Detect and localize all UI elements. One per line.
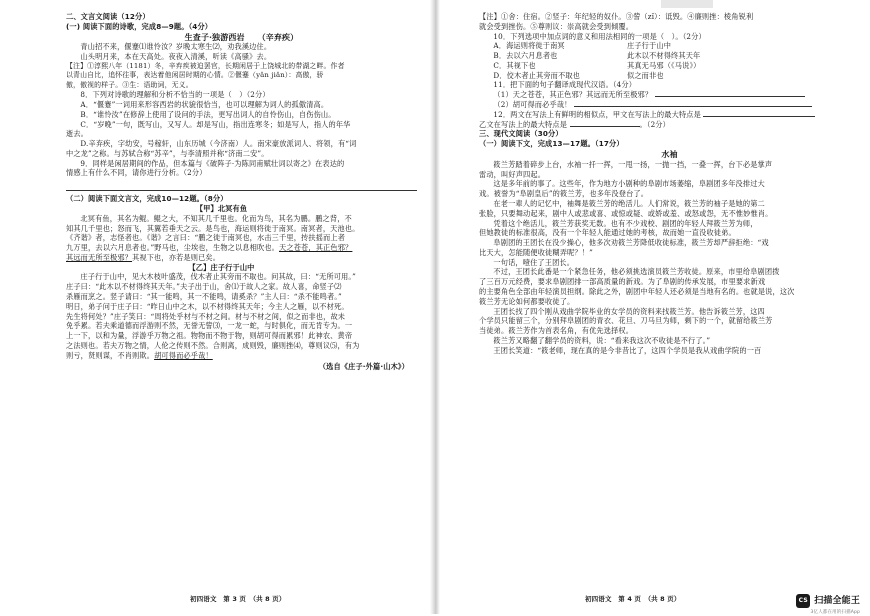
note-line: 就会受到挫伤。⑤尊则议：崇高就会受到倾覆。 <box>479 21 634 31</box>
poem-line: 青山招不来，偃蹇⑴谁怜汝？岁晚太寒生⑵，劝我溪边住。 <box>80 42 272 52</box>
q8-option-c-wrap: 逝去。 <box>66 129 89 139</box>
story-line: 的主要角色全部由年轻演员担纲。除此之外，剧团中年轻人还必须是当地有名的。也就是说，这次 <box>479 286 795 296</box>
poem-line: 山头明月来，本在天高处。夜夜入清溪，听读《高骚》去。 <box>80 52 272 62</box>
q10-option-right: 其真无马邪（《马说》） <box>627 60 701 70</box>
poem-title-line <box>66 32 417 43</box>
passage-a-line: 知其几千里也；怒而飞，其翼若垂天之云。是鸟也，海运则将徙于南冥。南冥者，天池也。 <box>66 223 360 233</box>
answer-blank[interactable] <box>655 90 805 97</box>
camscanner-tagline: 3亿人都在用的扫描App <box>810 610 860 615</box>
passage-b-text: 则亏，贤则谋，不肖则欺。 <box>66 350 155 360</box>
passage-b-source: （选自《庄子·外篇·山木》） <box>318 362 409 372</box>
note-line: 【注】①舍：住宿。②竖子：年纪轻的奴仆。③訾（zǐ）：诋毁。④廉则挫：棱角锐利 <box>479 12 754 21</box>
q10-option-row <box>479 61 860 71</box>
story-line: 阜剧团的王团长在没少操心，他多次劝筱兰芳降低收徒标准，筱兰芳却严辞拒绝：“戏 <box>493 238 769 248</box>
question-8: 8．下列对诗歌的理解和分析不恰当的一项是（ ）（2分） <box>80 90 270 100</box>
passage-a-title: 【甲】北冥有鱼 <box>195 203 248 213</box>
answer-blank[interactable] <box>703 110 815 117</box>
passage-a-text: 九万里，去以六月息者也。”野马也，尘埃也，生物之以息相吹也。 <box>66 243 280 253</box>
camscanner-logo-icon: CS <box>796 594 810 608</box>
question-12-wrap <box>479 120 860 130</box>
q10-option-row <box>479 71 860 81</box>
passage-b-line: 庄子曰：“此木以不材得终其天年。”夫子出于山，舍⑴于故人之家。故人喜，命竖子⑵ <box>66 282 342 292</box>
note-line: 【注】①淳熙八年（1181）冬，辛弃疾被迫罢官，长期闲居于上饶城北的带湖之畔。作者 <box>66 62 345 70</box>
story-line: 当徒弟。筱兰芳作为首表名角，有优先选择权。 <box>479 326 634 336</box>
story-title: 水袖 <box>661 148 678 159</box>
story-line: 筱兰芳无论如何都要收徒了。 <box>479 296 575 306</box>
q10-option-left: B．去以六月息者也 <box>493 51 558 61</box>
q8-option-a: A．“偃蹇”一词用来形容西岩的状貌很恰当，也可以理解为词人的孤傲清高。 <box>80 99 329 109</box>
q10-option-right: 此木以不材得终其天年 <box>627 51 701 61</box>
section-title: 二、文言文阅读（12分） <box>66 12 150 21</box>
passage-b-line <box>66 351 417 361</box>
passage-a-text: 其视下也，亦若是则已矣。 <box>132 252 221 262</box>
story-line: 个学员只能留三个，分别拜阜剧团的青衣、花旦、刀马旦为师，剩下的一个，就留给筱兰芳 <box>479 316 773 326</box>
passage-a-line <box>66 253 417 263</box>
passage-b-title: 【乙】庄子行于山中 <box>188 262 255 272</box>
story-line: 但她教徒的标准很高，没有一个年轻人能通过她的考核，故而她一直没收徒弟。 <box>479 228 736 238</box>
passage-b-line: 免乎累。若夫乘道德而浮游则不然，无誉无訾⑶，一龙一蛇，与时俱化，而无肯专为。一 <box>66 321 353 331</box>
poem-question-heading: (一) 阅读下面的诗歌，完成8—9题。（4分） <box>66 21 213 31</box>
question-9-wrap: 情感上有什么不同，请你进行分析。（2分） <box>66 168 207 178</box>
note-line: 以青山自比，追怀往事，表达着他闲居时期的心情。②偃蹇（yǎn jiǎn）：高傲，骄 <box>66 71 324 80</box>
answer-blank[interactable] <box>574 100 812 107</box>
q11-item-text: （2）胡可得而必乎哉！ <box>493 100 572 110</box>
exam-page-3 <box>0 0 435 614</box>
passage-a-line: 北冥有鱼，其名为鲲。鲲之大，不知其几千里也。化而为鸟，其名为鹏。鹏之背，不 <box>80 213 352 223</box>
q12-text: 12．两文在写法上有鲜明的相似点，甲文在写法上的最大特点是 <box>493 109 701 119</box>
q8-option-b: B．“谁怜汝”在修辞上使用了设问的手法，更写出词人的自怜伤山，自伤伤山。 <box>80 109 336 119</box>
question-10: 10．下列选项中加点词的意义和用法相同的一项是（ ）。（2分） <box>493 31 706 41</box>
q10-option-left: A．海运则将徙于南冥 <box>493 41 565 51</box>
q11-item <box>479 90 860 100</box>
underlined-sentence: 其远而无所至极邪？ <box>66 252 133 262</box>
classical-question-heading: （二）阅读下面文言文，完成10—12题。（8分） <box>66 194 228 204</box>
note-line: 傲，傲视的样子。③生：语助词，无义。 <box>66 80 193 89</box>
underlined-sentence: 胡可得而必乎哉！ <box>154 350 213 360</box>
q11-item-text: （1）天之苍苍，其正色邪？其远而无所至极邪？ <box>493 90 653 100</box>
passage-a-line: 《齐谐》者，志怪者也。《谐》之言曰：“鹏之徙于南冥也，水击三千里，抟扶摇而上者 <box>66 233 346 243</box>
header-seal-smudge <box>661 0 713 8</box>
q10-option-right: 庄子行于山中 <box>627 41 672 51</box>
poem-author: （辛弃疾） <box>257 31 299 42</box>
answer-blank[interactable] <box>570 120 640 127</box>
q8-option-c: C．“岁晚”一句，既写山，又写人。却是写山，指出连寒冬；如是写人，指人的年华 <box>80 119 351 129</box>
q8-option-d-wrap: 中之龙”之称。与苏轼合称“苏辛”，与李清照并称“济南二安”。 <box>66 148 269 158</box>
poem-notes <box>66 62 417 90</box>
story-line: 戏。被誉为“阜剧皇后”的筱兰芳，也多年没登台了。 <box>479 189 649 199</box>
q12-score: 。（2分） <box>639 119 670 129</box>
q12-text: 乙文在写法上的最大特点是 <box>479 119 568 129</box>
passage-b-line: 明日，弟子问于庄子曰：“昨日山中之木，以不材得终其天年；今主人之雁，以不材死。 <box>66 301 349 311</box>
camscanner-name: 扫描全能王 <box>814 595 860 606</box>
exam-page-4 <box>435 0 870 614</box>
story-line: 一句话，噎住了王团长。 <box>493 257 575 267</box>
story-line: 凭着这个绝活儿，筱兰芳获奖无数。也有不少戏校、剧团的年轻人拜筱兰芳为师， <box>493 218 758 228</box>
story-line: 不过，王团长此番是一个紧急任务，他必须挑选演员筱兰芳收徒。原来，市里给阜剧团拨 <box>493 267 780 277</box>
passage-a-line <box>66 243 417 253</box>
q10-option-row <box>479 51 860 61</box>
passage-b-line: 上一下，以和为量，浮游乎万物之祖。物物而不物于物，则胡可得而累邪！此神农、黄帝 <box>66 331 353 341</box>
story-line: 在老一辈人的记忆中，袖舞是筱兰芳的绝活儿。人们常说，筱兰芳的袖子是她的第二 <box>493 198 765 208</box>
page-footer: 初四语文 第 4 页 （共 8 页） <box>585 595 681 604</box>
q8-option-d: D.辛弃疾，字幼安，号稼轩，山东历城（今济南）人。南宋豪放派词人、将领，有“词 <box>80 139 357 149</box>
story-line: 张脸，只要舞动起来，剧中人或悲或喜、或惊或疑、或娇或羞、或怒或怨，无不惟妙惟肖。 <box>479 208 773 218</box>
passage-b-line: 之法则也。若夫万物之情，人伦之传则不然。合则离，成则毁，廉则挫⑷，尊则议⑸，有为 <box>66 340 360 350</box>
story-line: 筱兰芳踏着碎步上台，水袖一扦一挥，一甩一扬，一抛一挡，一叠一挥，台下必是掌声 <box>493 159 773 169</box>
q10-option-left: D．佼木者止其旁而不取也 <box>493 70 581 80</box>
story-line: 了三百万元经费，要求阜剧团排一部高质量的新戏。为了阜剧的传承发展，市里要求新戏 <box>479 277 766 287</box>
page-gutter <box>430 0 440 614</box>
q11-item <box>479 100 860 110</box>
story-line: 雷动，叫好声四起。 <box>479 169 546 179</box>
underlined-sentence: 天之苍苍，其正色邪？ <box>279 243 353 253</box>
scanner-watermark <box>796 594 860 615</box>
page-footer: 初四语文 第 3 页 （共 8 页） <box>190 595 286 604</box>
story-line: 王团长笑道：“筱老师，现在真的是今非昔比了，这四个学员是我从戏曲学院的一百 <box>493 345 762 355</box>
q10-option-row <box>479 41 860 51</box>
poem-title: 生查子·独游西岩 <box>184 31 245 42</box>
story-line: 这是多年前的事了。这些年，作为地方小剧种的阜剧市场萎缩，阜剧团多年没排过大 <box>493 179 765 189</box>
q10-option-right: 似之而非也 <box>627 70 664 80</box>
answer-line <box>66 190 417 191</box>
story-line: 比天大，怎能随便收徒糊弄呢？！” <box>479 247 593 257</box>
passage-b-line: 杀雁而烹之。竖子请曰：“其一能鸣，其一不能鸣，请奚杀？”主人曰：“杀不能鸣者。” <box>66 292 342 302</box>
q10-option-left: C．其视下也 <box>493 60 536 70</box>
story-line: 王团长找了四个刚从戏曲学院毕业的女学员的资料来找筱兰芳。他告诉筱兰芳，这四 <box>493 306 765 316</box>
section-title: 三、现代文阅读（30分） <box>479 129 563 139</box>
passage-b-line: 庄子行于山中，见大木枝叶盛茂，伐木者止其旁而不取也。问其故，曰：“无所可用。” <box>80 272 356 282</box>
modern-question-heading: （一）阅读下文，完成13—17题。（17分） <box>479 139 624 149</box>
passage-b-line: 先生将何处？”庄子笑曰：“周将处乎材与不材之间。材与不材之间，似之而非也，故未 <box>66 311 346 321</box>
question-9: 9．同样是闲居期间的作品，但本篇与《破阵子·为陈同甫赋壮词以寄之》在表达的 <box>80 158 345 168</box>
story-line: 筱兰芳又略翻了翻学员的资料，说：“看来我这次不收徒是不行了。” <box>493 335 711 345</box>
question-11: 11．把下面的句子翻译成现代汉语。（4分） <box>493 80 637 90</box>
question-12 <box>479 110 860 120</box>
